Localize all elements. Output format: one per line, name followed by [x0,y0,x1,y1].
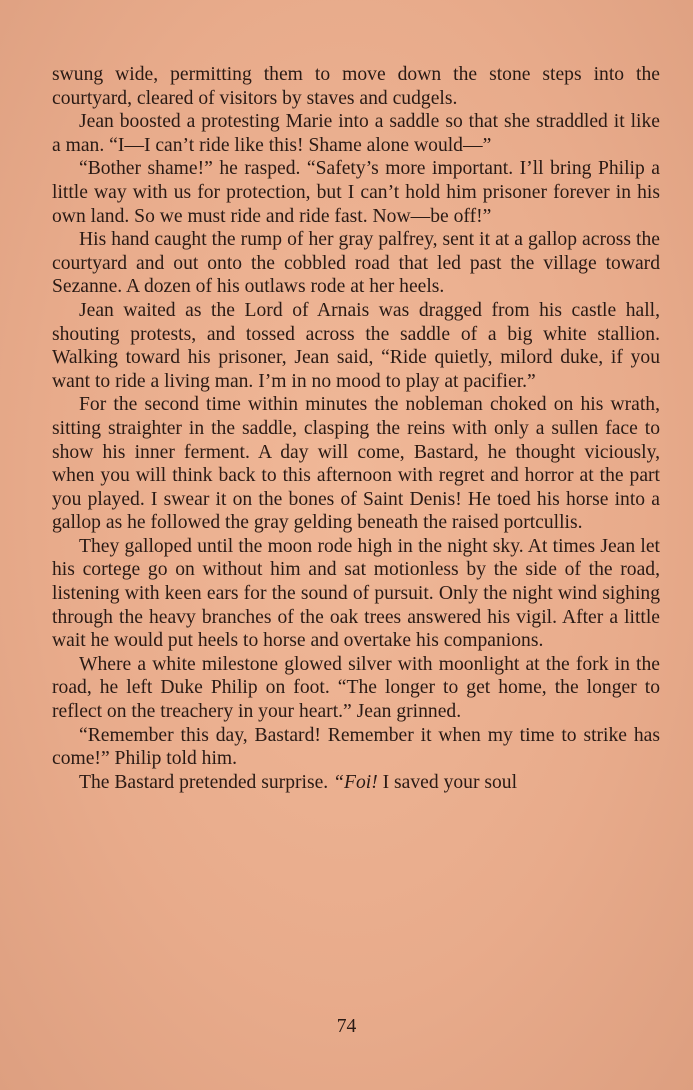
paragraph-10-italic: “Foi! [333,771,378,793]
paragraph-7: They galloped until the moon rode high in the night sky. At times Jean let his cortege go on without him and sat motionless by the side of the road, listening with keen ears for the sound of pursuit. Only the night wind sighing through the heavy branches of the oak trees answered his vigil. After a little wait he would put heels to horse and overtake his companions. [52,535,660,652]
paragraph-8: Where a white milestone glowed silver with moonlight at the fork in the road, he left Duke Philip on foot. “The longer to get home, the longer to reflect on the treachery in your heart.” Jean grinned. [52,653,660,723]
paragraph-10-lead: The Bastard pretended surprise. [79,771,334,793]
paragraph-1: swung wide, permitting them to move down the stone steps into the courtyard, cleared of visitors by staves and cudgels. [52,64,660,109]
paragraph-2: Jean boosted a protesting Marie into a saddle so that she straddled it like a man. “I—I can’t ride like this! Shame alone would—” [52,111,660,156]
paragraph-9: “Remember this day, Bastard! Remember it when my time to strike has come!” Philip told him. [52,724,660,770]
page-number: 74 [336,1016,357,1037]
book-page-text [52,63,660,794]
paragraph-4: His hand caught the rump of her gray palfrey, sent it at a gallop across the courtyard and out onto the cobbled road that led past the village toward Sezanne. A dozen of his outlaws rode at her heels. [52,229,660,298]
paragraph-5: Jean waited as the Lord of Arnais was dragged from his castle hall, shouting protests, and tossed across the saddle of a big white stallion. Walking toward his prisoner, Jean said, “Ride quietly, milord duke, if you want to ride a living man. I’m in no mood to play at pacifier.” [52,299,660,392]
paragraph-10 [52,771,660,795]
paragraph-6: For the second time within minutes the nobleman choked on his wrath, sitting straighter in the saddle, clasping the reins with only a sullen face to show his inner ferment. A day will come, Bastard, he thought viciously, when you will think back to this afternoon with regret and horror at the part you played. I swear it on the bones of Saint Denis! He toed his horse into a gallop as he followed the gray gelding beneath the raised portcullis. [52,394,660,534]
paragraph-10-rest: I saved your soul [377,771,518,793]
paragraph-3: “Bother shame!” he rasped. “Safety’s more important. I’ll bring Philip a little way with us for protection, but I can’t hold him prisoner forever in his own land. So we must ride and ride fast. Now—be off!” [52,158,660,227]
